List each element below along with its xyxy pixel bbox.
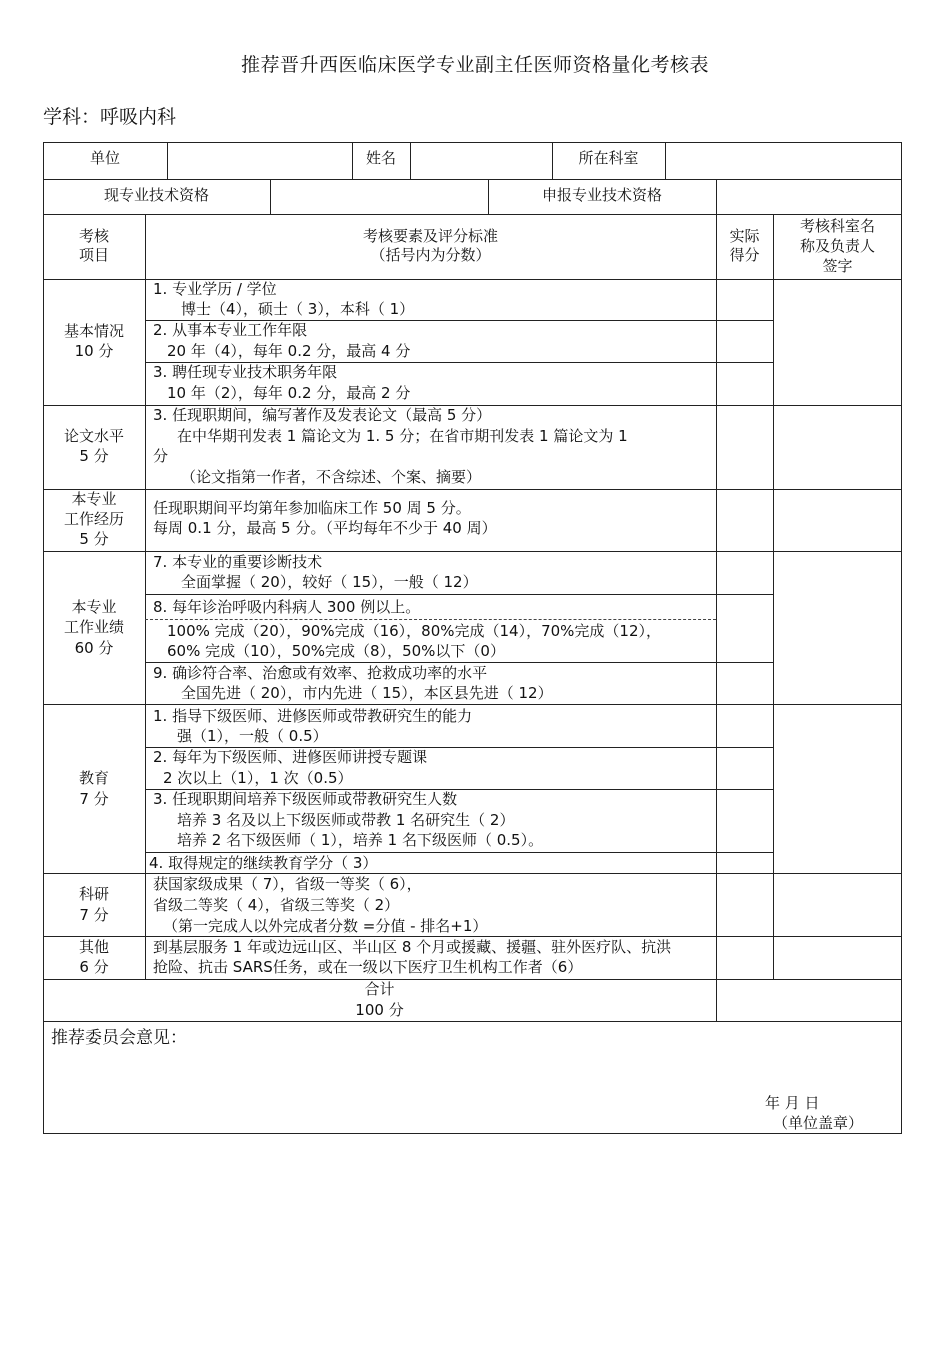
criterion-text: 获国家级成果（ 7），省级一等奖（ 6）， — [153, 875, 422, 893]
grid-line — [716, 179, 717, 214]
sign-header: 签字 — [822, 257, 853, 275]
criterion-text: 3. 聘任现专业技术职务年限 — [153, 363, 338, 381]
criterion-text: 2. 从事本专业工作年限 — [153, 321, 308, 339]
criterion-text: 4. 取得规定的继续教育学分（ 3） — [149, 854, 378, 872]
section-label: 本专业 — [71, 598, 117, 616]
criterion-text: 1. 专业学历 / 学位 — [153, 280, 277, 298]
section-label: 7 分 — [79, 790, 109, 808]
sign-header: 称及负责人 — [799, 237, 875, 255]
criterion-text: （第一完成人以外完成者分数 =分值 - 排名+1） — [163, 917, 488, 935]
criterion-text: 博士（4），硕士（ 3），本科（ 1） — [181, 300, 415, 318]
section-label: 基本情况 — [63, 322, 124, 340]
score-header: 得分 — [729, 246, 760, 264]
name-label: 姓名 — [365, 149, 396, 167]
criterion-text: 2 次以上（1），1 次（0.5） — [163, 769, 353, 787]
item-header: 项目 — [78, 246, 109, 264]
grid-line — [145, 594, 773, 595]
document-title: 推荐晋升西医临床医学专业副主任医师资格量化考核表 — [240, 54, 709, 76]
section-label: 工作业绩 — [63, 618, 124, 636]
section-label: 10 分 — [74, 342, 114, 360]
committee-opinion-label: 推荐委员会意见： — [51, 1028, 187, 1048]
criterion-text: 到基层服务 1 年或边远山区、半山区 8 个月或援藏、援疆、驻外医疗队、抗洪 — [153, 938, 672, 956]
criterion-text: 全面掌握（ 20），较好（ 15），一般（ 12） — [181, 573, 478, 591]
criterion-text: 3. 任现职期间，编写著作及发表论文（最高 5 分） — [153, 406, 492, 424]
section-label: 其他 — [78, 938, 109, 956]
grid-line — [43, 1021, 902, 1022]
criteria-header: （括号内为分数） — [370, 246, 491, 264]
criterion-text: 全国先进（ 20），市内先进（ 15），本区县先进（ 12） — [181, 684, 553, 702]
criterion-text: 任现职期间平均第年参加临床工作 50 周 5 分。 — [153, 499, 471, 517]
score-header: 实际 — [729, 227, 760, 245]
applied-qualification-label: 申报专业技术资格 — [541, 186, 662, 204]
grid-line — [773, 214, 774, 979]
criterion-text: 分 — [153, 447, 169, 465]
criterion-text: 9. 确诊符合率、治愈或有效率、抢救成功率的水平 — [153, 664, 488, 682]
criterion-text: 每周 0.1 分，最高 5 分。（平均每年不少于 40 周） — [153, 519, 497, 537]
criterion-text: 省级二等奖（ 4），省级三等奖（ 2） — [153, 896, 400, 914]
criterion-text: 培养 3 名及以上下级医师或带教 1 名研究生（ 2） — [177, 811, 515, 829]
grid-line — [145, 214, 146, 979]
current-qualification-label: 现专业技术资格 — [103, 186, 209, 204]
criterion-text: 10 年（2），每年 0.2 分，最高 2 分 — [167, 384, 411, 402]
criterion-text: 3. 任现职期间培养下级医师或带教研究生人数 — [153, 790, 458, 808]
subject-label: 学科：呼吸内科 — [43, 106, 177, 128]
section-label: 本专业 — [71, 490, 117, 508]
criterion-text: 100% 完成（20），90%完成（16），80%完成（14），70%完成（12）， — [167, 622, 662, 640]
grid-line — [43, 489, 902, 490]
grid-line — [167, 142, 168, 179]
grid-line — [43, 704, 902, 705]
section-label: 论文水平 — [63, 427, 124, 445]
opinion-date: 年 月 日 — [765, 1094, 820, 1112]
grid-line — [716, 214, 717, 1021]
total-value: 100 分 — [355, 1001, 404, 1019]
section-label: 60 分 — [74, 639, 114, 657]
unit-label: 单位 — [89, 149, 120, 167]
section-label: 7 分 — [79, 906, 109, 924]
grid-line — [410, 142, 411, 179]
unit-seal-label: （单位盖章） — [773, 1114, 864, 1132]
criterion-text: 2. 每年为下级医师、进修医师讲授专题课 — [153, 748, 428, 766]
criteria-header: 考核要素及评分标准 — [362, 227, 498, 245]
grid-line — [270, 179, 271, 214]
department-label: 所在科室 — [578, 149, 639, 167]
criterion-text: 8. 每年诊治呼吸内科病人 300 例以上。 — [153, 598, 421, 616]
criterion-text: （论文指第一作者，不含综述、个案、摘要） — [181, 468, 482, 486]
section-label: 工作经历 — [63, 510, 124, 528]
criterion-text: 1. 指导下级医师、进修医师或带教研究生的能力 — [153, 707, 473, 725]
criterion-text: 抢险、抗击 SARS任务，或在一级以下医疗卫生机构工作者（6） — [153, 958, 583, 976]
grid-line — [665, 142, 666, 179]
section-label: 5 分 — [79, 530, 109, 548]
criterion-text: 60% 完成（10），50%完成（8），50%以下（0） — [167, 642, 505, 660]
criterion-text: 培养 2 名下级医师（ 1），培养 1 名下级医师（ 0.5）。 — [177, 831, 544, 849]
section-label: 5 分 — [79, 447, 109, 465]
section-label: 6 分 — [79, 958, 109, 976]
grid-line — [43, 179, 902, 180]
dashed-divider — [145, 619, 716, 620]
section-label: 科研 — [78, 885, 109, 903]
section-label: 教育 — [78, 769, 109, 787]
item-header: 考核 — [78, 227, 109, 245]
criterion-text: 20 年（4），每年 0.2 分，最高 4 分 — [167, 342, 411, 360]
criterion-text: 在中华期刊发表 1 篇论文为 1. 5 分；在省市期刊发表 1 篇论文为 1 — [177, 427, 628, 445]
sign-header: 考核科室名 — [799, 217, 875, 235]
criterion-text: 7. 本专业的重要诊断技术 — [153, 553, 323, 571]
total-label: 合计 — [364, 980, 395, 998]
criterion-text: 强（1），一般（ 0.5） — [177, 727, 328, 745]
